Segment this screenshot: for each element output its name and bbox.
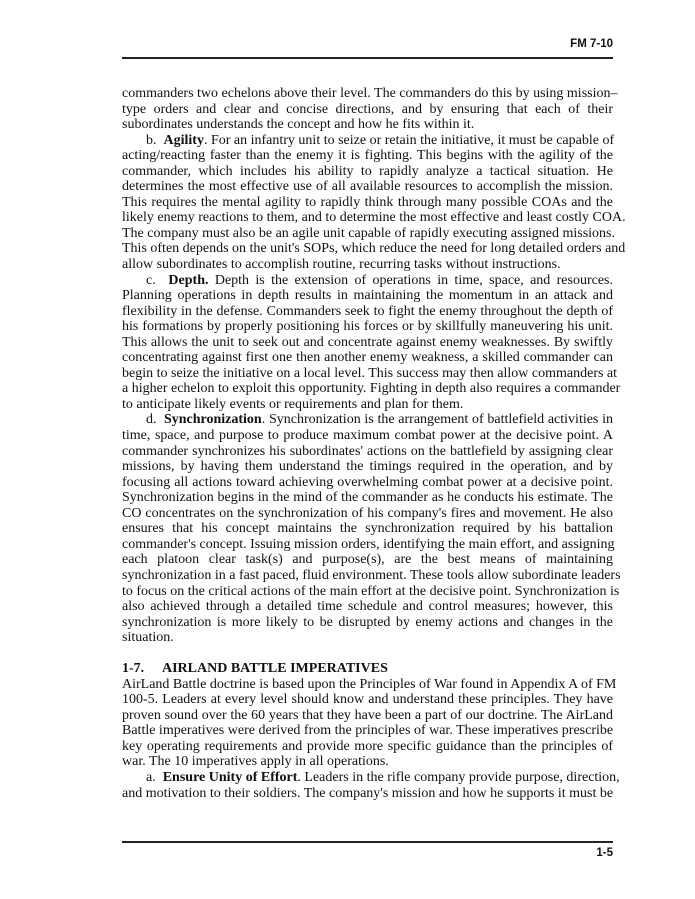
text-line: [122, 365, 618, 382]
line-text: proven sound over the 60 years that they have been a part of our doctrine. The AirLand: [122, 707, 613, 723]
section-title: AIRLAND BATTLE IMPERATIVES: [162, 660, 388, 676]
line-text: Synchronization begins in the mind of the commander as he conducts his estimate. The: [122, 490, 613, 506]
line-text: Depth is the extension of operations in time, space, and resources.: [208, 272, 614, 288]
paragraph-term: Depth.: [168, 272, 209, 288]
text-line: [122, 630, 613, 646]
line-text: to focus on the critical actions of the main effort at the decisive point. Synchronization is: [122, 583, 620, 599]
text-line: [122, 319, 613, 335]
line-text: war. The 10 imperatives apply in all operations.: [122, 754, 389, 770]
line-text: . Synchronization is the arrangement of battlefield activities in: [261, 412, 613, 428]
section-gap: [122, 646, 613, 661]
line-text: to anticipate likely events or requirements and plan for them.: [122, 396, 464, 412]
text-line: [122, 786, 613, 802]
text-line: [122, 428, 613, 444]
line-text: type orders and clear and concise directions, and by ensuring that each of their: [122, 101, 613, 117]
line-text: AirLand Battle doctrine is based upon the Principles of War found in Appendix A of FM: [122, 676, 617, 692]
paragraph-label: d.: [146, 412, 157, 428]
line-text: synchronization is more likely to be disrupted by enemy actions and changes in the: [122, 614, 613, 630]
paragraph-term: Ensure Unity of Effort: [162, 769, 298, 785]
line-text: synchronization in a fast paced, fluid environment. These tools allow subordinate leaders: [122, 567, 621, 583]
text-line: [122, 692, 613, 708]
text-line: [122, 133, 613, 149]
text-line: [122, 490, 613, 506]
running-header: FM 7-10: [570, 38, 613, 50]
text-line: [122, 179, 613, 195]
text-line: [122, 537, 613, 553]
section-number: 1-7.: [122, 660, 145, 676]
text-line: [122, 257, 613, 273]
text-line: [122, 475, 613, 491]
paragraphs-top: [122, 86, 626, 646]
line-text: commander's concept. Issuing mission orders, identifying the main effort, and assigning: [122, 536, 615, 552]
line-text: key operating requirements and provide more specific guidance than the principles of: [122, 738, 613, 754]
text-line: [122, 288, 613, 304]
text-line: [122, 412, 613, 428]
page-body: [122, 86, 626, 801]
text-line: [122, 599, 613, 615]
line-text: missions, by having them understand the timings required in the operation, and by: [122, 459, 613, 475]
line-text: This often depends on the unit's SOPs, which reduce the need for long detailed orders and: [122, 241, 626, 257]
text-line: [122, 102, 613, 118]
text-line: [122, 86, 618, 102]
line-text: focusing all actions toward achieving overwhelming combat power at a decisive point.: [122, 474, 613, 490]
line-text: . Leaders in the rifle company provide purpose, direction,: [297, 769, 620, 785]
text-line: [122, 335, 613, 351]
text-line: [122, 273, 613, 289]
text-line: [122, 241, 626, 257]
text-line: [122, 117, 613, 133]
text-line: [122, 583, 620, 600]
line-text: This requires the mental agility to rapidly think through many possible COAs and the: [122, 194, 613, 210]
line-text: ensures that his concept maintains the synchronization required by his battalion: [122, 521, 613, 537]
line-text: Battle imperatives were derived from the principles of war. These imperatives prescribe: [122, 723, 614, 739]
line-text: This allows the unit to seek out and concentrate against enemy weaknesses. By swiftly: [122, 334, 613, 350]
line-text: allow subordinates to accomplish routine, recurring tasks without instructions.: [122, 257, 561, 273]
line-text: Planning operations in depth results in maintaining the momentum in an attack and: [122, 288, 613, 304]
line-text: time, space, and purpose to produce maximum combat power at the decisive point. A: [122, 428, 613, 444]
line-text: subordinates understands the concept and how he fits within it.: [122, 117, 475, 133]
line-text: commanders two echelons above their level. The commanders do this by using mission–: [122, 86, 618, 101]
line-text: acting/reacting faster than the enemy it is fighting. This begins with the agility of the: [122, 148, 613, 164]
line-text: a higher echelon to exploit this opportunity. Fighting in depth also requires a commander: [122, 381, 621, 397]
text-line: [122, 615, 613, 631]
text-line: [122, 195, 613, 211]
text-line: [122, 521, 613, 537]
page-number: 1-5: [596, 847, 613, 859]
line-text: also achieved through a detailed time schedule and control measures; however, this: [122, 599, 613, 615]
text-line: [122, 723, 613, 739]
text-line: [122, 444, 613, 460]
text-line: [122, 676, 617, 693]
text-line: [122, 210, 626, 226]
paragraphs-bottom: [122, 676, 620, 801]
line-text: determines the most effective use of all available resources to accomplish the mission.: [122, 179, 613, 195]
paragraph-term: Agility: [163, 132, 204, 148]
line-text: flexibility in the defense. Commanders seek to fight the enemy throughout the depth of: [122, 303, 613, 319]
paragraph-label: a.: [146, 769, 156, 785]
footer-rule: [122, 841, 613, 843]
line-text: his formations by properly positioning his forces or by skillfully maneuvering his unit.: [122, 319, 613, 335]
line-text: begin to seize the initiative on a local level. This success may then allow commanders at: [122, 365, 618, 381]
line-text: 100-5. Leaders at every level should know and understand these principles. They have: [122, 692, 613, 708]
line-text: CO concentrates on the synchronization of his company's fires and movement. He also: [122, 505, 613, 521]
text-line: [122, 397, 613, 413]
text-line: [122, 708, 613, 724]
paragraph-label: b.: [146, 132, 157, 148]
line-text: The company must also be an agile unit capable of rapidly executing assigned missions.: [122, 225, 615, 241]
line-text: commander synchronizes his subordinates' actions on the battlefield by assigning clear: [122, 443, 613, 459]
text-line: [122, 459, 613, 475]
text-line: [122, 739, 613, 755]
header-rule: [122, 57, 613, 59]
text-line: [122, 567, 621, 584]
line-text: concentrating against first one then another enemy weakness, a skilled commander can: [122, 350, 613, 366]
line-text: each platoon clear task(s) and purpose(s), are the best means of maintaining: [122, 552, 613, 568]
text-line: [122, 506, 613, 522]
section-heading: [122, 661, 613, 677]
text-line: [122, 304, 613, 320]
line-text: and motivation to their soldiers. The company's mission and how he supports it must be: [122, 785, 614, 801]
line-text: commander, which includes his ability to rapidly analyze a tactical situation. He: [122, 163, 613, 179]
text-line: [122, 381, 621, 397]
line-text: situation.: [122, 630, 174, 646]
line-text: . For an infantry unit to seize or retain the initiative, it must be capable of: [203, 132, 615, 148]
text-line: [122, 769, 620, 786]
text-line: [122, 164, 613, 180]
text-line: [122, 754, 613, 770]
text-line: [122, 226, 613, 242]
line-text: likely enemy reactions to them, and to determine the most effective and least costly COA.: [122, 210, 626, 226]
paragraph-term: Synchronization: [163, 412, 262, 428]
text-line: [122, 148, 613, 164]
text-line: [122, 552, 613, 568]
text-line: [122, 350, 613, 366]
paragraph-label: c.: [146, 272, 156, 288]
